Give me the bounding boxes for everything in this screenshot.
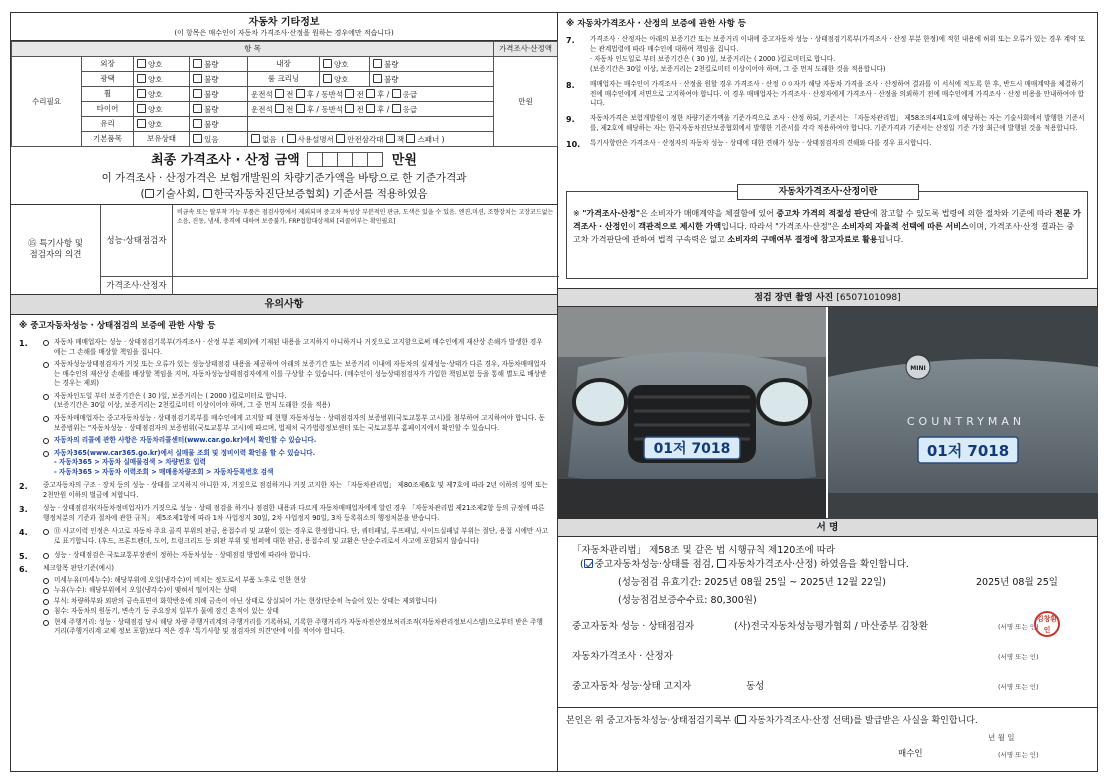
checkbox[interactable] xyxy=(345,104,354,113)
text: 에 참고할 수 있도록 법령에 의한 절차와 기준에 따라 xyxy=(869,209,1055,218)
item-text: 매매업자는 매수인이 가격조사 · 산정을 원할 경우 가격조사 · 산정 ㅇㅇ자가 해당 자동차 가격을 조사 · 산정하여 결과를 이 서식에 적도록 한 후, 반드시 매매계약을 체결하기 전에 매수인에게 서면으로 고지하여야 합니다. 이 경우 매매업자는 가격조사 · 산정자에게 가격조사 · 산정을 의뢰하기 전에 매수인에게 가격조사 · 산정 비용을 안내하여야 합니다. xyxy=(590,79,1084,108)
confirmation-line: ( 중고자동차성능·상태를 점검, 자동차가격조사·산정) 하였음을 확인합니다. xyxy=(580,559,909,570)
official-seal-stamp: 김창환인 xyxy=(1034,611,1060,637)
notice-body xyxy=(11,315,557,637)
final-price-note-2: ( 기술사회, 한국자동차진단보증협회) 기준서를 적용하였음 xyxy=(140,188,428,201)
pos-label: 후 / xyxy=(306,104,319,114)
sub-item: 자동차성능상태점검자가 거짓 또는 오류가 있는 성능상태점검 내용을 제공하여 아래의 보증기간 또는 보증거리 이내에 자동차의 실제성능·상태가 다른 경우, 자동차매매업자는 매수인의 재산상 손해를 배상할 책임을 지며, 자동차성능상태점검자에게 이를 구상할 수 있습니다. (매수인이 성능상태점검자가 가입한 책임보험 등을 통해 별도로 배상받는 경우는 제외) xyxy=(43,360,549,389)
notice-item-2 xyxy=(19,481,549,500)
inspector-opinion: 비금속 또는 탈부착 가능 부품은 점검사항에서 제외되며 중고차 특성상 부분적인 판금, 도색은 있을 수 있음. 엔진,미션, 조향장치는 고장코드없는 소음, 진동, 냄새, 충격에 대하여 보증불가, FRP접합대상제외 [리콜여부는 확인필요] xyxy=(177,209,554,226)
receipt-date: 년 월 일 xyxy=(988,733,1015,742)
text-line: 자동차인도일 부터 보증기간은 ( 30 )일, 보증거리는 ( 2000 )킬로미터로 합니다. xyxy=(54,391,287,400)
sub-item xyxy=(43,392,549,411)
sub-item: 성능 · 상태점검은 국토교통부장관이 정하는 자동차성능 · 상태점검 방법에 따라야 합니다. xyxy=(43,551,549,561)
mark: ※ xyxy=(573,209,580,218)
item-text: · 자동차 인도일로 부터 보증기간은 ( 30 )일, 보증거리는 ( 2000 )킬로미터로 합니다. xyxy=(590,54,836,63)
option-label: 불량 xyxy=(204,89,219,99)
photo-rear[interactable] xyxy=(828,307,1098,519)
option-label: 스패너 xyxy=(417,134,440,144)
checkbox[interactable] xyxy=(296,89,305,98)
photo-title-text: 점검 장면 촬영 사진 xyxy=(754,293,834,303)
wheel-positions xyxy=(248,87,494,102)
option-label: 불량 xyxy=(204,119,219,129)
plate-text-front: 01저 7018 xyxy=(653,441,731,457)
row-label: 룸 크리닝 xyxy=(248,72,320,87)
signature-section xyxy=(558,537,1097,771)
other-info-table xyxy=(11,41,558,147)
option-label: 양호 xyxy=(148,74,163,84)
car-front-image xyxy=(558,307,826,519)
possession-label: 보유상태 xyxy=(134,132,190,147)
seal-placeholder: (서명 또는 인) xyxy=(998,623,1039,631)
pos-label: 동반석 xyxy=(321,89,344,99)
sub-item: ⑪ 사고이력 인정은 사고로 자동차 주요 골격 부위의 판금, 용접수리 및 교환이 있는 경우로 한정합니다. 단, 쿼터패널, 루프패널, 사이드실패널 부위는 절단, 용접 시에만 사고로 표기합니다. (후드, 프론트펜더, 도어, 트렁크리드 등 외판 부위 및 범퍼에 대한 판금, 용접수리 및 교환은 단순수리로서 사고에 포함되지 않습니다) xyxy=(43,527,549,546)
definition-title: 자동차가격조사·산정이란 xyxy=(737,184,919,200)
appraisal-item-9 xyxy=(566,114,1089,134)
row-label: 내장 xyxy=(248,57,320,72)
row-label: 광택 xyxy=(82,72,134,87)
option-label: 중고자동차성능·상태를 점검, xyxy=(594,559,714,570)
notifier-name: 동성 xyxy=(746,681,765,692)
sub-item: 자동차매매업자는 중고자동차성능 · 상태점검기록부를 매수인에게 고지할 때 현행 자동차성능 · 상태점검자의 보증범위(국토교통부 고시)를 첨부하여 고지하여야 합니다. 동 보증범위는 "자동차성능 · 상태점검자의 보증범위(국토교통부 고시)에 따르며, 법제처 국가법령정보센터 또는 국토교통부 홈페이지에서 확인할 수 있습니다. xyxy=(43,414,549,433)
row-label: 휠 xyxy=(82,87,134,102)
basic-items-options: 없음 ( 사용설명서 안전삼각대 잭 스패너 ) xyxy=(248,132,558,147)
appraisal-warranty-section xyxy=(558,13,1097,289)
sub-item: 현재 주행거리: 성능 · 상태점검 당시 해당 차량 주행거리계의 주행거리를 기록하되, 기록한 주행거리가 자동차전산정보처리조직(자동차관리정보시스템)으로부터 받은 주행거리(주행거리계 교체 정보 포함)보다 적은 경우 '특기사항 및 점검자의 의견'란에 이를 적어야 합니다. xyxy=(43,618,549,637)
option-label: 안전삼각대 xyxy=(347,134,384,144)
pos-label: 전 xyxy=(356,104,364,114)
law-reference: 「자동차관리법」 제58조 및 같은 법 시행규칙 제120조에 따라 xyxy=(572,545,836,556)
option-label: 양호 xyxy=(148,119,163,129)
option-label: 양호 xyxy=(334,74,349,84)
repair-price-unit: 만원 xyxy=(494,57,558,147)
sub-item xyxy=(43,449,549,478)
tire-positions xyxy=(248,102,494,117)
notice-heading: ※ 중고자동차성능 · 상태점검의 보증에 관한 사항 등 xyxy=(19,321,216,332)
checkbox[interactable] xyxy=(366,104,375,113)
checkbox[interactable] xyxy=(203,189,212,198)
checkbox[interactable] xyxy=(145,189,154,198)
text: 이 xyxy=(627,221,639,231)
text-line: - 자동차365 > 자동차 이력조회 > 매매용차량조회 > 자동차등록번호 검색 xyxy=(54,467,274,476)
seal-placeholder: (서명 또는 인) xyxy=(998,653,1039,661)
right-column xyxy=(558,12,1098,772)
pos-label: 전 xyxy=(356,89,364,99)
other-info-title: 자동차 기타정보 xyxy=(248,17,320,28)
appraisal-definition-box xyxy=(566,187,1088,279)
option-label: 있음 xyxy=(204,134,219,144)
text: 입니다. 따라서 "가격조사·산정"은 xyxy=(721,221,842,231)
option-label: 양호 xyxy=(148,89,163,99)
notice-item-5 xyxy=(19,551,549,561)
item-text: 체크항목 판단기준(예시) xyxy=(43,564,114,573)
checkbox-checked[interactable] xyxy=(584,559,593,568)
item-text: 자동차가격은 보험개발원이 정한 차량기준가액을 기준가격으로 조사 · 산정 하되, 기준서는 「자동차관리법」 제58조의4제1호에 해당하는 자는 기술사회에서 발행한 기준서를, 제2호에 해당하는 자는 한국자동차진단보증협회에서 발행한 기준서를 각각 적용하여야 합니다. 기준가격과 기준서는 산정일 기준 가장 최근에 발행된 것을 적용합니다. xyxy=(590,114,1085,133)
sub-item: 침수: 자동차의 원동기, 변속기 등 주요장치 일부가 물에 잠긴 흔적이 있는 상태 xyxy=(43,607,549,617)
option-label: 한국자동차진단보증협회) 기준서를 적용하였음 xyxy=(213,188,428,201)
text-bold: 소비자의 자율적 선택에 따른 서비스 xyxy=(841,221,969,231)
text: 자동차가격조사·산정 선택)를 발급받은 사실을 확인합니다. xyxy=(748,716,978,726)
other-info-header xyxy=(11,13,557,41)
notice-item-3 xyxy=(19,504,549,523)
option-label: 없음 xyxy=(262,134,277,144)
checkbox[interactable] xyxy=(137,104,146,113)
checkbox[interactable] xyxy=(137,74,146,83)
model-lettering: COUNTRYMAN xyxy=(906,415,1026,428)
text-line: 자동차365(www.car365.go.kr)에서 실매물 조회 및 정비이력 확인을 할 수 있습니다. xyxy=(54,448,316,457)
checkbox[interactable] xyxy=(137,119,146,128)
checkbox[interactable] xyxy=(193,119,202,128)
checkbox[interactable] xyxy=(193,104,202,113)
signature-title: 서 명 xyxy=(558,519,1097,537)
option-label: 불량 xyxy=(204,74,219,84)
pos-label: 전 xyxy=(286,104,294,114)
appraisal-heading: ※ 자동차가격조사 · 산정의 보증에 관한 사항 등 xyxy=(566,19,747,29)
checkbox[interactable] xyxy=(193,134,202,143)
item-number: 9. xyxy=(566,115,575,125)
item-number: 10. xyxy=(566,140,581,150)
notice-item-4 xyxy=(19,527,549,546)
item-text: 가격조사 · 산정자는 아래의 보증기간 또는 보증거리 이내에 중고자동차 성능 · 상태점검기록부(가격조사 · 산정 부분 한정)에 적힌 내용에 허위 또는 오류가 있는 경우 계약 또는 관계법령에 따라 매수인에 대하여 책임을 집니다. xyxy=(590,35,1085,53)
col-item-header: 항 목 xyxy=(12,42,494,57)
sub-item: 부식: 차량하부와 외판의 금속표면이 화학반응에 의해 금속이 아닌 상태로 상실되어 가는 현상(단순히 녹슬어 있는 상태는 제외합니다) xyxy=(43,597,549,607)
checkbox[interactable] xyxy=(323,74,332,83)
inspector-opinion-row xyxy=(101,205,559,277)
checkbox[interactable] xyxy=(287,134,296,143)
item-text: 특기사항란은 가격조사 · 산정자의 자동차 성능 · 상태에 대한 견해가 성능 · 상태점검자의 견해와 다를 경우 표시합니다. xyxy=(590,139,932,148)
plate-text-rear: 01저 7018 xyxy=(926,442,1010,460)
item-number: 8. xyxy=(566,80,575,90)
notice-item-6 xyxy=(19,564,549,637)
sub-item: 누유(누수): 해당부위에서 오일(냉각수)이 맺혀서 떨어지는 상태 xyxy=(43,586,549,596)
row-label: 유리 xyxy=(82,117,134,132)
receipt-confirmation xyxy=(566,715,978,728)
special-notes-section xyxy=(11,205,557,295)
text: 본인은 위 중고자동차성능·상태점검기록부 ( xyxy=(566,716,738,726)
left-column xyxy=(10,12,558,772)
appraiser-role: 자동차가격조사 · 산정자 xyxy=(572,651,673,662)
pos-label: 동반석 xyxy=(321,104,344,114)
photo-code: [6507101098] xyxy=(836,293,901,303)
brand-logo: MINI xyxy=(910,365,926,372)
inspection-photos xyxy=(558,307,1097,519)
buyer-label: 매수인 xyxy=(898,749,923,759)
notifier-role: 중고자동차 성능·상태 고지자 xyxy=(572,681,692,692)
pos-label: 운전석 xyxy=(251,104,273,114)
basic-items-label: 기본품목 xyxy=(82,132,134,147)
empty-cell xyxy=(248,117,494,132)
final-price-title: 최종 가격조사 · 산정 금액 xyxy=(151,153,300,169)
inspector-role: 중고자동차 성능 · 상태점검자 xyxy=(572,621,695,632)
inspector-name: (사)전국자동차성능평가협회 / 마산중부 김창환 xyxy=(734,621,929,632)
text-line: - 자동차365 > 자동차 실매물검색 > 차량번호 입력 xyxy=(54,458,206,467)
text-bold: 객관적으로 제시한 가액 xyxy=(638,221,722,231)
option-label: 잭 xyxy=(396,134,405,144)
item-number: 3. xyxy=(19,505,28,515)
inspection-record-page xyxy=(10,12,1098,772)
item-number: 4. xyxy=(19,528,28,538)
checkbox[interactable] xyxy=(323,59,332,68)
divider xyxy=(558,707,1098,708)
sub-item: 미세누유(미세누수): 해당부위에 오일(냉각수)이 비치는 정도로서 부품 노후로 인한 현상 xyxy=(43,576,549,586)
pos-label: 운전석 xyxy=(251,89,273,99)
checkbox[interactable] xyxy=(137,59,146,68)
text-bold: 중고차 가격의 적절성 판단 xyxy=(776,209,870,218)
row-label: 타이어 xyxy=(82,102,134,117)
option-label: 기술사회, xyxy=(155,188,200,201)
item-text: 성능 · 상태점검자(자동차정비업자)가 거짓으로 성능 · 상태 점검을 하거나 점검한 내용과 다르게 자동차매매업자에게 알린 경우 「자동차관리법 제21조제2항 등의 규정에 따른 행정처분의 기준과 절차에 관한 규칙」 제5조제1항에 따라 1차 사업정지 30일, 2차 사업정지 90일, 3차 등록취소의 행정처분을 받습니다. xyxy=(43,504,545,522)
checkbox[interactable] xyxy=(392,89,401,98)
sub-item: 자동차의 리콜에 관한 사항은 자동차리콜센터(www.car.go.kr)에서 확인할 수 있습니다. xyxy=(43,436,549,446)
row-label: 외장 xyxy=(82,57,134,72)
checkbox[interactable] xyxy=(193,89,202,98)
option-label: 불량 xyxy=(204,59,219,69)
option-label: 자동차가격조사·산정) 하였음을 확인합니다. xyxy=(727,559,909,570)
option-label: 불량 xyxy=(384,59,399,69)
pos-label: 응급 xyxy=(402,104,418,114)
checkbox[interactable] xyxy=(345,89,354,98)
car-rear-image xyxy=(828,307,1098,519)
text-bold: "가격조사·산정" xyxy=(582,209,640,218)
item-number: 2. xyxy=(19,482,28,492)
inspector-label: 성능·상태점검자 xyxy=(101,205,173,277)
checkbox[interactable] xyxy=(717,559,726,568)
option-label: 불량 xyxy=(204,104,219,114)
seal-placeholder: (서명 또는 인) xyxy=(998,751,1039,759)
item-text: 중고자동차의 구조 · 장치 등의 성능 · 상태를 고지하지 아니한 자, 거짓으로 점검하거나 거짓 고지한 자는 「자동차관리법」 제80조제6호 및 제7호에 따라 2년 이하의 징역 또는 2천만원 이하의 벌금에 처합니다. xyxy=(43,481,548,499)
checkbox[interactable] xyxy=(336,134,345,143)
warranty-fee: (성능점검보증수수료: 80,300원) xyxy=(618,595,757,606)
checkbox[interactable] xyxy=(275,104,284,113)
item-number: 6. xyxy=(19,565,28,575)
text: 됩니다. xyxy=(877,234,904,244)
seal-placeholder: (서명 또는 인) xyxy=(998,683,1039,691)
final-price-note-1: 이 가격조사 · 산정가격은 보험개발원의 차량기준가액을 바탕으로 한 기준가격과 xyxy=(101,172,467,185)
checkbox[interactable] xyxy=(193,59,202,68)
text: 은 소비자가 매매계약을 체결함에 있어 xyxy=(640,209,777,218)
text-line: (보증기간은 30일 이상, 보증거리는 2천킬로미터 이상이어야 하며, 그 중 먼저 도래한 것을 적용) xyxy=(54,401,331,410)
text-bold: 소비자의 구매여부 결정에 참고자료로 활용 xyxy=(727,234,878,244)
option-label: 양호 xyxy=(148,104,163,114)
checkbox[interactable] xyxy=(251,134,260,143)
appraisal-item-7 xyxy=(566,35,1089,75)
label-line: ⑮ 특기사항 및 xyxy=(28,239,83,250)
item-number: 7. xyxy=(566,36,575,46)
checkbox[interactable] xyxy=(137,89,146,98)
item-number: 1. xyxy=(19,339,28,349)
notice-item-1 xyxy=(19,338,549,477)
checkbox[interactable] xyxy=(373,59,382,68)
sign-date: 2025년 08월 25일 xyxy=(976,577,1058,588)
option-label: 불량 xyxy=(384,74,399,84)
checkbox[interactable] xyxy=(296,104,305,113)
text-bold: 전문 가격조사 · 산정인 xyxy=(573,209,1081,231)
pos-label: 후 / xyxy=(377,89,390,99)
appraiser-label: 가격조사·산정자 xyxy=(101,277,173,295)
checkbox[interactable] xyxy=(406,134,415,143)
option-label: 사용설명서 xyxy=(297,134,334,144)
special-notes-label xyxy=(11,205,101,295)
final-price-boxes[interactable] xyxy=(308,152,383,170)
pos-label: 후 / xyxy=(377,104,390,114)
pos-label: 후 / xyxy=(306,89,319,99)
label-line: 점검자의 의견 xyxy=(29,250,82,261)
checkbox[interactable] xyxy=(366,89,375,98)
checkbox[interactable] xyxy=(275,89,284,98)
other-info-subtitle: (이 항목은 매수인이 자동차 가격조사·산정을 원하는 경우에만 적습니다) xyxy=(174,29,394,37)
notice-title: 유의사항 xyxy=(11,295,557,315)
checkbox[interactable] xyxy=(373,74,382,83)
checkbox[interactable] xyxy=(193,74,202,83)
validity-period: (성능점검 유효기간: 2025년 08월 25일 ~ 2025년 12월 22일) xyxy=(618,577,886,588)
option-label: 양호 xyxy=(334,59,349,69)
col-price-header: 가격조사·산정액 xyxy=(494,42,558,57)
appraiser-opinion-row xyxy=(101,277,559,295)
appraisal-item-8 xyxy=(566,80,1089,110)
checkbox[interactable] xyxy=(737,715,746,724)
item-number: 5. xyxy=(19,551,28,561)
definition-text xyxy=(573,208,1081,246)
final-price-unit: 만원 xyxy=(391,153,417,169)
item-text: (보증기간은 30일 이상, 보증거리는 2천킬로미터 이상이어야 하며, 그 중 먼저 도래한 것을 적용합니다) xyxy=(590,64,886,73)
photo-front[interactable] xyxy=(558,307,826,519)
checkbox[interactable] xyxy=(392,104,401,113)
text: 이며, 가격조사·산정 결과는 중고차 가격판단에 관하여 법적 구속력은 없고 xyxy=(573,221,1075,244)
final-price-section xyxy=(11,147,557,205)
appraisal-item-10 xyxy=(566,139,1089,149)
sub-item: 자동차 매매업자는 성능 · 상태점검기록부(가격조사 · 산정 부분 제외)에 기재된 내용을 고지하지 아니하거나 거짓으로 고지함으로써 매수인에게 재산상 손해가 발생한 경우에는 그 손해를 배상할 책임을 집니다. xyxy=(43,338,549,357)
pos-label: 응급 xyxy=(402,89,418,99)
pos-label: 전 xyxy=(286,89,294,99)
repair-label: 수리필요 xyxy=(12,57,82,147)
option-label: 양호 xyxy=(148,59,163,69)
photo-title xyxy=(558,289,1097,307)
checkbox[interactable] xyxy=(386,134,395,143)
